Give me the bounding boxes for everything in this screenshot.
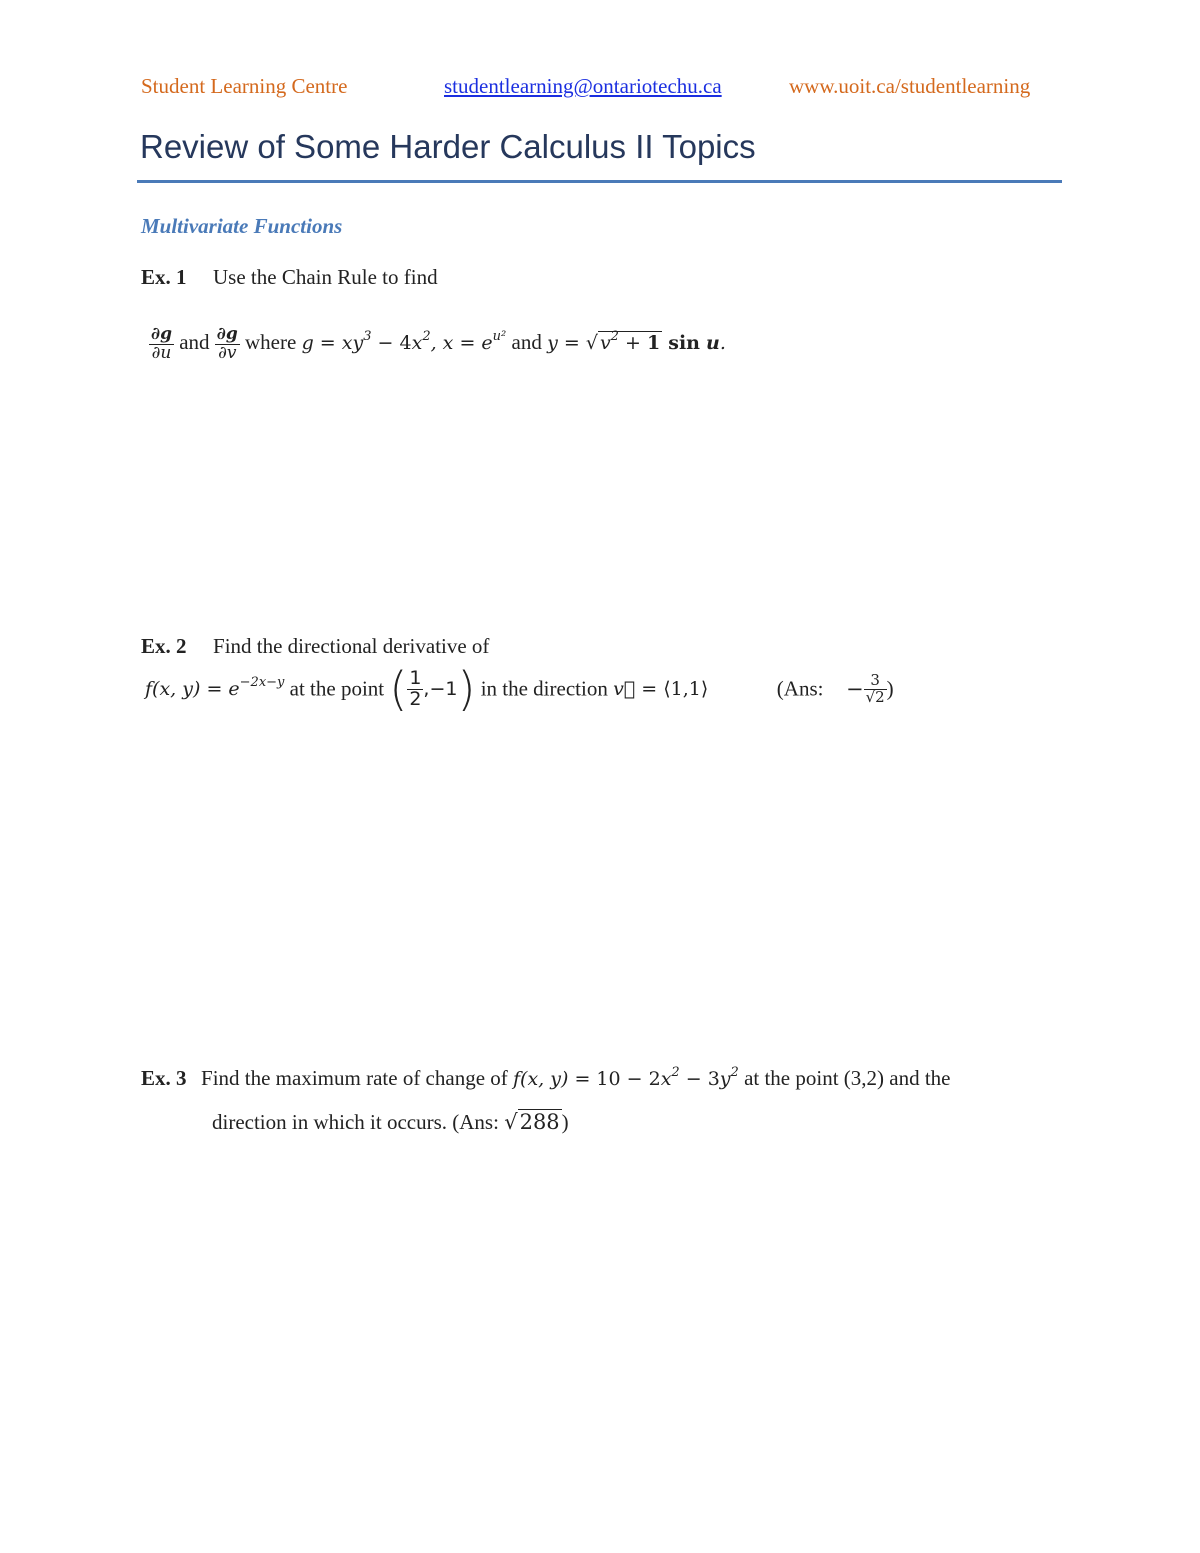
ex3-line2: direction in which it occurs. (Ans: √288) — [212, 1110, 569, 1134]
point-y: ,−1 — [423, 678, 458, 700]
ex1-g-definition: $g = xy^3 - 4x^2$, $x = e^{u^2}$ — [301, 329, 507, 355]
page-title: Review of Some Harder Calculus II Topics — [140, 128, 756, 165]
header-centre-name: Student Learning Centre — [141, 74, 348, 98]
point-paren-right: ) — [457, 662, 476, 716]
ex3-answer-value: 288 — [519, 1110, 560, 1134]
partial-g-v: $\frac{\partial g}{\partial v}$ — [216, 324, 238, 363]
ex1-and: and — [179, 330, 210, 355]
ex1-where: where — [245, 330, 297, 355]
ex3-prompt: Find the maximum rate of change of — [201, 1066, 508, 1090]
ex1-y-definition: y = √ $v^2 + 1$ sin u. — [547, 329, 726, 355]
ex3-label: Ex. 3 — [141, 1066, 187, 1090]
ex2-answer-prefix: (Ans: — [776, 676, 824, 701]
ex2-answer-fraction: $\frac{3}{√2}$ — [865, 670, 885, 706]
ex2-function: f(x, $y) = e^{-2x-y}$ — [145, 675, 285, 700]
ex2-line1 — [141, 634, 489, 659]
ex1-formula — [149, 326, 726, 363]
ex2-answer-minus: − — [845, 677, 864, 701]
ex3-function: f(x, $y) = 10 - 2x^2 - 3y^2$ — [513, 1065, 739, 1090]
ex3-line1 — [141, 1066, 951, 1091]
ex1-and2: and — [511, 330, 542, 355]
ex2-prompt: Find the directional derivative of — [213, 634, 490, 658]
ex2-label: Ex. 2 — [141, 634, 187, 658]
title-rule — [137, 180, 1062, 183]
header-email-link[interactable]: studentlearning@ontariotechu.ca — [444, 74, 722, 98]
ex3-line2-text: direction in which it occurs. (Ans: — [212, 1110, 499, 1134]
ex1-line1 — [141, 265, 438, 290]
partial-g-u: $\frac{\partial g}{\partial u}$ — [151, 324, 172, 363]
section-heading: Multivariate Functions — [141, 214, 343, 238]
point-fraction: $\frac{1}{2}$ — [409, 666, 422, 710]
ex2-direction-vector: v⃗ = ⟨1,1⟩ — [613, 678, 709, 700]
point-paren-left: ( — [389, 662, 408, 716]
ex3-answer-root: √288 — [504, 1110, 560, 1134]
header-website: www.uoit.ca/studentlearning — [789, 74, 1031, 98]
ex1-prompt: Use the Chain Rule to find — [213, 265, 438, 289]
ex2-at-point: at the point — [289, 676, 385, 701]
ex1-label: Ex. 1 — [141, 265, 187, 289]
ex3-at-point: at the point (3,2) and the — [744, 1066, 951, 1090]
ex2-in-direction: in the direction — [480, 676, 608, 701]
ex2-formula: f(x, $y) = e^{-2x-y}$ at the point ( $\frac{1}{2}$ ,−1) in the direction v⃗ = ⟨1,1⟩ (Ans: − $\frac{3}{√2}$ ) — [145, 662, 894, 716]
